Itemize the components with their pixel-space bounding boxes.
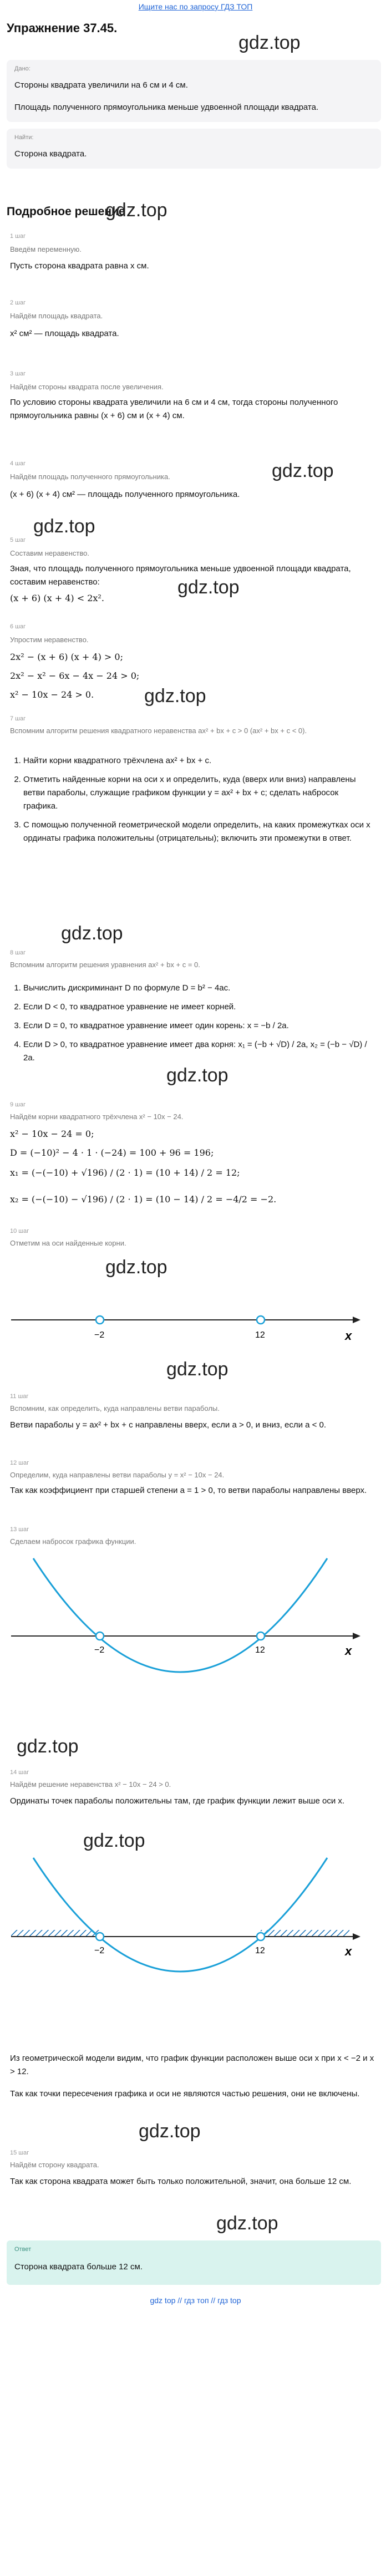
find-label: Найти: xyxy=(14,134,34,141)
step-8-item-1: 1. Вычислить дискриминант D по формуле D = b² − 4ac. xyxy=(23,982,370,995)
step-9-label: 9 шаг xyxy=(10,1101,26,1108)
step-11-label: 11 шаг xyxy=(10,1393,29,1400)
step-8-item-3: 3. Если D = 0, то квадратное уравнение имеет один корень: x = −b / 2a. xyxy=(23,1019,370,1033)
step-8-list xyxy=(10,982,370,1070)
watermark: gdz.top xyxy=(166,1065,228,1086)
step-6-line-1: 2x² − (x + 6) (x + 4) > 0; xyxy=(10,652,123,662)
step-14-note: Так как точки пересечения графика и оси не являются частью решения, они не включены. xyxy=(10,2089,360,2099)
watermark: gdz.top xyxy=(272,460,334,481)
root-label-right: 12 xyxy=(255,1330,265,1340)
exercise-title: Упражнение 37.45. xyxy=(7,21,118,35)
step-12-subtitle: Определим, куда направлены ветви параболы y = x² − 10x − 24. xyxy=(10,1471,225,1479)
watermark: gdz.top xyxy=(139,2121,201,2142)
step-9-line-1: x² − 10x − 24 = 0; xyxy=(10,1129,94,1139)
answer-block xyxy=(7,2240,381,2285)
step-15-label: 15 шаг xyxy=(10,2150,29,2156)
solution-interval-left xyxy=(11,1930,100,1937)
step-3-subtitle: Найдём стороны квадрата после увеличения. xyxy=(10,383,164,391)
root-point-right xyxy=(257,1933,265,1940)
watermark: gdz.top xyxy=(33,516,95,537)
step-7-item-1: 1. Найти корни квадратного трёхчлена ax² + bx + c. xyxy=(23,754,370,768)
watermark: gdz.top xyxy=(83,1830,145,1851)
step-3-label: 3 шаг xyxy=(10,370,26,377)
step-7-label: 7 шаг xyxy=(10,715,26,722)
step-14-subtitle: Найдём решение неравенства x² − 10x − 24 > 0. xyxy=(10,1780,171,1789)
root-label-right: 12 xyxy=(255,1946,265,1955)
x-axis-arrow xyxy=(353,1317,360,1323)
root-label-right: 12 xyxy=(255,1645,265,1655)
step-12-label: 12 шаг xyxy=(10,1460,29,1466)
watermark: gdz.top xyxy=(105,200,167,221)
parabola-sketch-figure xyxy=(0,1553,391,1741)
step-15-text: Так как сторона квадрата может быть только положительной, значит, она больше 12 см. xyxy=(10,2177,352,2186)
step-1-text: Пусть сторона квадрата равна x см. xyxy=(10,261,149,271)
step-11-text: Ветви параболы y = ax² + bx + c направлены вверх, если a > 0, и вниз, если a < 0. xyxy=(10,1420,327,1430)
step-6-line-2: 2x² − x² − 6x − 4x − 24 > 0; xyxy=(10,670,140,681)
answer-label: Ответ xyxy=(14,2246,32,2253)
given-label: Дано: xyxy=(14,65,31,72)
step-4-text: (x + 6) (x + 4) см² — площадь полученного прямоугольника. xyxy=(10,490,240,499)
step-9-line-3: x₁ = (−(−10) + √196) / (2 · 1) = (10 + 14) / 2 = 12; xyxy=(10,1167,240,1178)
answer-text: Сторона квадрата больше 12 см. xyxy=(14,2262,143,2272)
watermark: gdz.top xyxy=(144,685,206,707)
step-2-subtitle: Найдём площадь квадрата. xyxy=(10,312,103,320)
step-4-label: 4 шаг xyxy=(10,460,26,467)
step-2-text: x² см² — площадь квадрата. xyxy=(10,329,119,338)
axis-variable-label: x xyxy=(345,1329,352,1343)
step-13-subtitle: Сделаем набросок графика функции. xyxy=(10,1537,136,1546)
root-point-left xyxy=(96,1632,104,1640)
find-block xyxy=(7,129,381,169)
given-line-1: Стороны квадрата увеличили на 6 см и 4 см. xyxy=(14,80,188,90)
step-7-list xyxy=(10,754,370,851)
parabola-curve xyxy=(33,1858,327,1972)
root-label-left: −2 xyxy=(94,1946,105,1955)
step-6-subtitle: Упростим неравенство. xyxy=(10,636,89,644)
step-8-item-4: 4. Если D > 0, то квадратное уравнение имеет два корня: x₁ = (−b + √D) / 2a, x₂ = (−b − √D) / 2a. xyxy=(23,1038,370,1065)
step-5-label: 5 шаг xyxy=(10,537,26,543)
step-1-label: 1 шаг xyxy=(10,233,26,240)
step-7-subtitle: Вспомним алгоритм решения квадратного неравенства ax² + bx + c > 0 (ax² + bx + c < 0). xyxy=(10,726,307,735)
step-2-label: 2 шаг xyxy=(10,299,26,306)
step-13-label: 13 шаг xyxy=(10,1526,29,1533)
x-axis-arrow xyxy=(353,1633,360,1639)
solution-interval-right xyxy=(261,1930,349,1937)
step-14-text: Ординаты точек параболы положительны там, где график функции лежит выше оси x. xyxy=(10,1796,345,1806)
watermark: gdz.top xyxy=(238,32,301,53)
step-7-item-2: 2. Отметить найденные корни на оси x и определить, куда (вверх или вниз) направлены ветви параболы, служащие графиком функции y = ax² + bx + c; сделать набросок графика. xyxy=(23,773,370,813)
step-8-item-2: 2. Если D < 0, то квадратное уравнение не имеет корней. xyxy=(23,1000,370,1014)
watermark: gdz.top xyxy=(216,2213,278,2234)
parabola-curve xyxy=(33,1558,327,1672)
root-label-left: −2 xyxy=(94,1645,105,1655)
detailed-solution-heading: Подробное решение xyxy=(7,205,125,218)
step-8-label: 8 шаг xyxy=(10,949,26,956)
watermark: gdz.top xyxy=(105,1257,167,1278)
step-5-subtitle: Составим неравенство. xyxy=(10,549,89,557)
step-15-subtitle: Найдём сторону квадрата. xyxy=(10,2161,99,2169)
top-banner-link[interactable]: Ищите нас по запросу ГДЗ ТОП xyxy=(138,2,253,11)
step-8-subtitle: Вспомним алгоритм решения уравнения ax² + bx + c = 0. xyxy=(10,961,200,969)
find-text: Сторона квадрата. xyxy=(14,149,87,159)
root-point-right xyxy=(257,1632,265,1640)
axis-variable-label: x xyxy=(345,1944,352,1958)
step-6-line-3: x² − 10x − 24 > 0. xyxy=(10,689,94,700)
step-10-label: 10 шаг xyxy=(10,1228,29,1234)
root-point-left xyxy=(96,1933,104,1940)
step-9-subtitle: Найдём корни квадратного трёхчлена x² − 10x − 24. xyxy=(10,1112,184,1121)
given-line-2: Площадь полученного прямоугольника меньше удвоенной площади квадрата. xyxy=(14,103,319,112)
step-1-subtitle: Введём переменную. xyxy=(10,245,82,253)
root-point-left xyxy=(96,1316,104,1324)
step-9-line-4: x₂ = (−(−10) − √196) / (2 · 1) = (10 − 14) / 2 = −4/2 = −2. xyxy=(10,1194,277,1205)
step-5-inequality: (x + 6) (x + 4) < 2x². xyxy=(10,593,104,603)
step-5-text: Зная, что площадь полученного прямоугольника меньше удвоенной площади квадрата, составим неравенство: xyxy=(10,564,351,587)
watermark: gdz.top xyxy=(166,1359,228,1380)
root-label-left: −2 xyxy=(94,1330,105,1340)
watermark: gdz.top xyxy=(177,577,240,598)
given-block xyxy=(7,60,381,122)
step-7-item-3: 3. С помощью полученной геометрической модели определить, на каких промежутках оси x ординаты графика положительны (отрицательны); включить эти промежутки в ответ. xyxy=(23,819,370,845)
watermark: gdz.top xyxy=(61,923,123,944)
root-point-right xyxy=(257,1316,265,1324)
step-3-text: По условию стороны квадрата увеличили на 6 см и 4 см, тогда стороны полученного прямоугольника равны (x + 6) см и (x + 4) см. xyxy=(10,398,338,420)
step-14-label: 14 шаг xyxy=(10,1769,29,1776)
step-6-label: 6 шаг xyxy=(10,623,26,630)
watermark: gdz.top xyxy=(17,1736,79,1757)
step-9-line-2: D = (−10)² − 4 · 1 · (−24) = 100 + 96 = 196; xyxy=(10,1147,214,1158)
step-14-conclusion: Из геометрической модели видим, что график функции расположен выше оси x при x < −2 и x > 12. xyxy=(10,2054,374,2076)
step-4-subtitle: Найдём площадь полученного прямоугольника. xyxy=(10,472,170,481)
parabola-solution-figure xyxy=(0,1852,391,2035)
step-10-subtitle: Отметим на оси найденные корни. xyxy=(10,1239,126,1247)
footer-links[interactable]: gdz top // гдз топ // гдз top xyxy=(150,2296,241,2305)
axis-roots-figure xyxy=(0,1287,391,1353)
axis-variable-label: x xyxy=(345,1644,352,1658)
x-axis-arrow xyxy=(353,1933,360,1940)
step-11-subtitle: Вспомним, как определить, куда направлены ветви параболы. xyxy=(10,1404,220,1413)
step-12-text: Так как коэффициент при старшей степени a = 1 > 0, то ветви параболы направлены вверх. xyxy=(10,1486,367,1495)
